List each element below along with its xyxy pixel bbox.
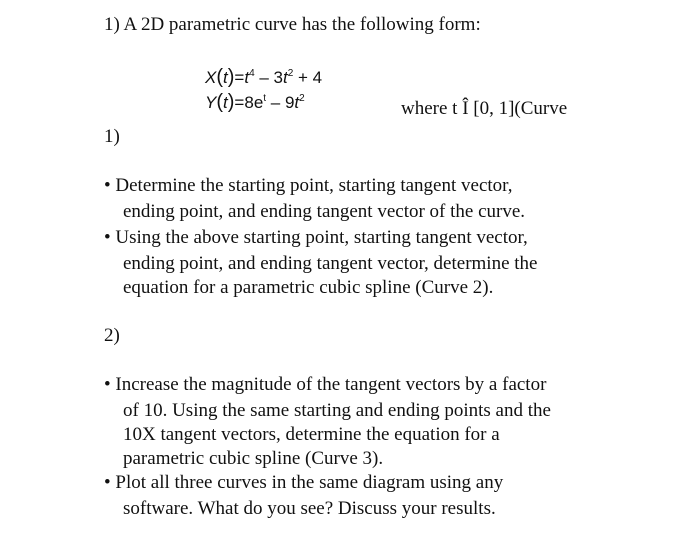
part2-bullet-1-cont-2: 10X tangent vectors, determine the equation for a: [123, 424, 500, 445]
y-exp2: 2: [299, 93, 305, 104]
part1-bullet-1: [104, 173, 512, 199]
bullet-glyph: •: [104, 374, 111, 395]
bullet-text: Using the above starting point, starting tangent vector,: [115, 227, 528, 248]
part2-bullet-1-cont-1: of 10. Using the same starting and ending points and the: [123, 400, 551, 421]
part2-bullet-1: [104, 372, 546, 398]
bullet-glyph: •: [104, 227, 111, 248]
y-exp1: t: [263, 93, 267, 104]
bullet-text: Increase the magnitude of the tangent vectors by a factor: [115, 374, 547, 395]
problem-heading: 1) A 2D parametric curve has the following form:: [104, 14, 481, 35]
part1-label: 1): [104, 126, 120, 147]
part1-bullet-2-cont-2: equation for a parametric cubic spline (Curve 2).: [123, 277, 494, 298]
y-term2: t: [294, 93, 300, 112]
bullet-text: Determine the starting point, starting tangent vector,: [115, 175, 513, 196]
bullet-glyph: •: [104, 175, 111, 196]
part1-bullet-2: [104, 225, 528, 251]
bullet-glyph: •: [104, 472, 111, 493]
y-op1: – 9: [266, 93, 295, 112]
x-term1: t: [244, 68, 250, 87]
y-equation: $Y(t)=8e^t - 9t^2$: [205, 91, 305, 113]
x-op1: – 3: [254, 68, 284, 87]
y-term1: 8e: [244, 93, 264, 112]
domain-clause: where t Î [0, 1](Curve: [401, 98, 568, 119]
x-eq-sign: =: [234, 68, 245, 87]
x-exp1: 4: [249, 68, 255, 79]
x-term2: t: [283, 68, 288, 87]
y-eq-sign: =: [234, 93, 245, 112]
part2-label: 2): [104, 325, 120, 346]
x-op2: + 4: [293, 68, 323, 87]
y-var: t: [223, 93, 228, 112]
part1-bullet-2-cont-1: ending point, and ending tangent vector, determine the: [123, 253, 538, 274]
part1-bullet-1-cont: ending point, and ending tangent vector of the curve.: [123, 201, 526, 222]
part2-bullet-1-cont-3: parametric cubic spline (Curve 3).: [123, 448, 384, 469]
part2-bullet-2-cont: software. What do you see? Discuss your results.: [123, 498, 496, 519]
part2-bullet-2: [104, 470, 503, 496]
x-exp2: 2: [287, 68, 294, 79]
bullet-text: Plot all three curves in the same diagram using any: [115, 472, 504, 493]
y-lhs: Y: [205, 93, 217, 112]
x-var: t: [223, 68, 228, 87]
x-lhs: X: [205, 68, 217, 87]
x-equation: $X(t)=t^4 - 3t^2 + 4$: [205, 66, 323, 88]
